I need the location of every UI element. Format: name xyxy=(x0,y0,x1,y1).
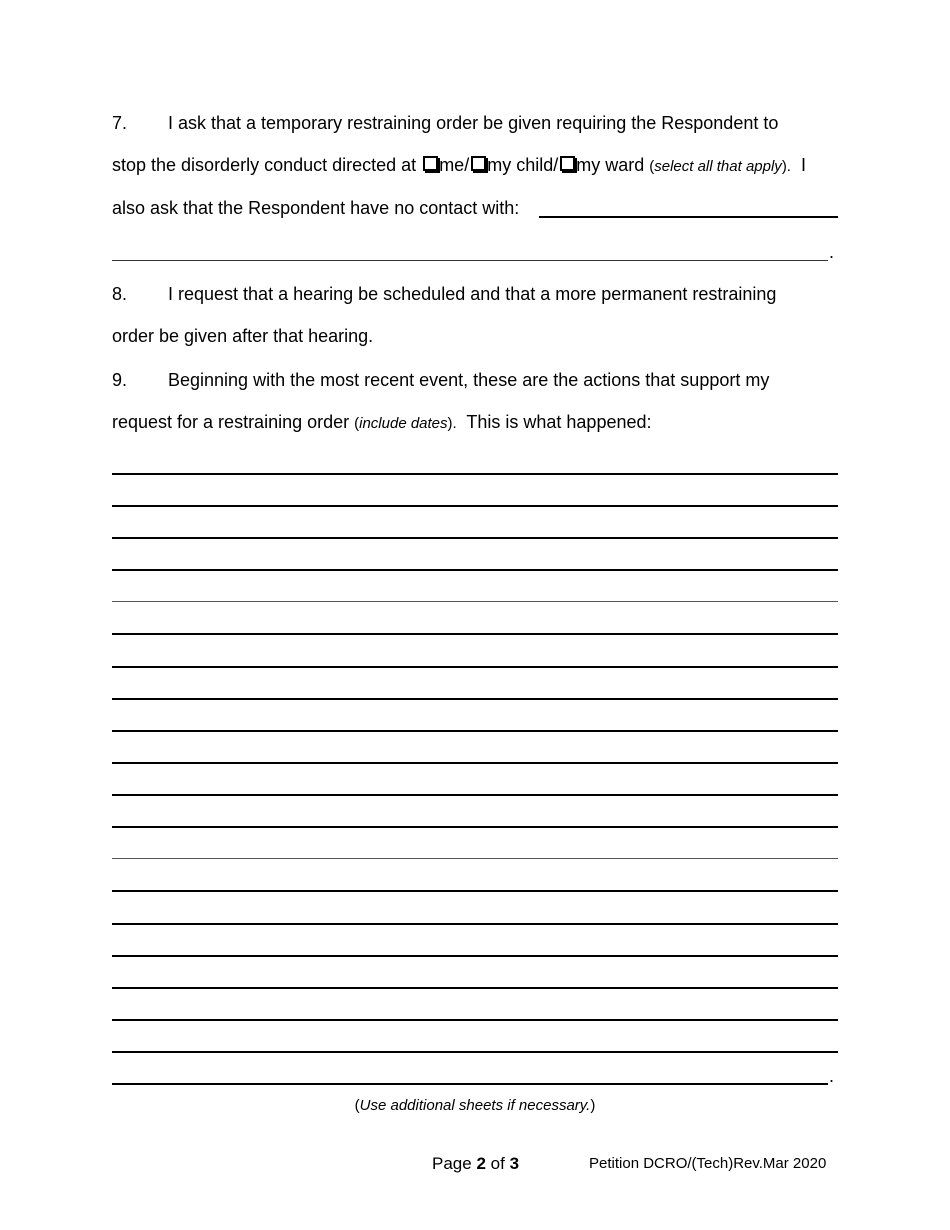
writing-line[interactable] xyxy=(112,601,838,602)
no-contact-field-2[interactable] xyxy=(112,260,828,261)
checkbox-me-label: me/ xyxy=(439,155,470,175)
checkbox-my-ward-label: my ward xyxy=(576,155,650,175)
item-8-number: 8. xyxy=(112,284,128,304)
page-total: 3 xyxy=(509,1154,520,1173)
paren-close: ) xyxy=(590,1097,596,1114)
item-9-line-2-text: request for a restraining order xyxy=(112,412,355,432)
writing-line[interactable] xyxy=(112,762,838,764)
writing-line[interactable] xyxy=(112,794,838,796)
writing-line[interactable] xyxy=(112,537,838,539)
writing-line[interactable] xyxy=(112,923,838,925)
item-7-line-2-tail: I xyxy=(790,155,806,175)
select-all-note: select all that apply xyxy=(654,158,782,175)
page-number xyxy=(432,1154,519,1174)
writing-line[interactable] xyxy=(112,505,838,507)
item-7-period: . xyxy=(829,242,835,262)
checkbox-my-ward[interactable] xyxy=(560,156,575,171)
paren-close: ). xyxy=(447,415,457,432)
writing-line[interactable] xyxy=(112,569,838,571)
paren-close: ). xyxy=(781,158,791,175)
writing-line[interactable] xyxy=(112,473,838,475)
item-7-line-3: also ask that the Respondent have no contact with: xyxy=(112,198,520,218)
item-7-line-2 xyxy=(112,155,806,176)
no-contact-field-1[interactable] xyxy=(539,216,838,218)
paren-open: ( xyxy=(649,158,655,175)
additional-sheets-note xyxy=(0,1097,950,1114)
writing-line[interactable] xyxy=(112,666,838,668)
writing-line[interactable] xyxy=(112,698,838,700)
checkbox-me[interactable] xyxy=(423,156,438,171)
page-word: Page xyxy=(432,1154,472,1173)
paren-open: ( xyxy=(354,1097,360,1114)
writing-line[interactable] xyxy=(112,858,838,859)
item-7-line-2-text: stop the disorderly conduct directed at xyxy=(112,155,422,175)
item-7-line-1: I ask that a temporary restraining order be given requiring the Respondent to xyxy=(168,113,779,133)
checkbox-my-child-label: my child/ xyxy=(487,155,559,175)
form-id: Petition DCRO/(Tech)Rev.Mar 2020 xyxy=(589,1155,827,1172)
item-7-number: 7. xyxy=(112,113,128,133)
writing-line[interactable] xyxy=(112,633,838,635)
item-9-number: 9. xyxy=(112,370,128,390)
include-dates-note: include dates xyxy=(359,415,448,432)
item-8-line-1: I request that a hearing be scheduled and that a more permanent restraining xyxy=(168,284,777,304)
item-9-line-2-tail: This is what happened: xyxy=(456,412,652,432)
writing-line[interactable] xyxy=(112,1019,838,1021)
writing-line[interactable] xyxy=(112,730,838,732)
writing-line[interactable] xyxy=(112,826,838,828)
writing-line[interactable] xyxy=(112,955,838,957)
of-word: of xyxy=(490,1154,505,1173)
item-9-line-2 xyxy=(112,412,652,433)
item-9-line-1: Beginning with the most recent event, these are the actions that support my xyxy=(168,370,770,390)
item-8-line-2: order be given after that hearing. xyxy=(112,326,374,346)
writing-line[interactable] xyxy=(112,987,838,989)
writing-line[interactable] xyxy=(112,1051,838,1053)
item-9-period: . xyxy=(829,1066,835,1086)
writing-line[interactable] xyxy=(112,890,838,892)
paren-open: ( xyxy=(354,415,360,432)
writing-line[interactable] xyxy=(112,1083,828,1085)
checkbox-my-child[interactable] xyxy=(471,156,486,171)
page-current: 2 xyxy=(476,1154,486,1173)
additional-sheets-text: Use additional sheets if necessary. xyxy=(359,1097,591,1114)
